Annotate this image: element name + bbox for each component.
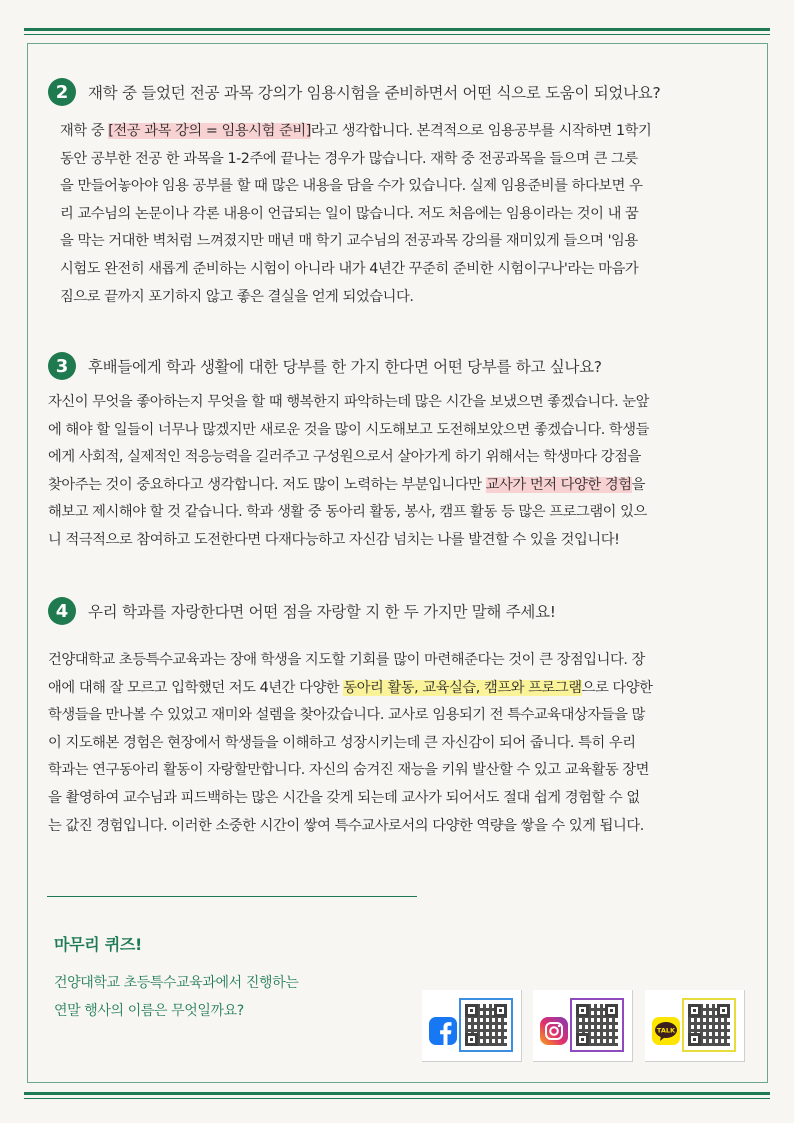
text-segment: 애에 대해 잘 모르고 입학했던 저도 4년간 다양한 — [48, 679, 344, 696]
paragraph-line — [60, 173, 651, 201]
paragraph-line — [60, 201, 651, 229]
question-number-badge: 2 — [48, 78, 76, 106]
paragraph-line — [60, 256, 651, 284]
top-rule-thin — [24, 34, 770, 35]
paragraph-line — [48, 499, 649, 527]
kakaotalk-qr-code — [682, 998, 736, 1052]
text-segment: 재학 중 — [60, 123, 109, 139]
answer-4-paragraph — [48, 647, 653, 840]
text-segment: 건양대학교 초등특수교육과는 장애 학생을 지도할 기회를 많이 마련해준다는 것이 큰 장점입니다. 장 — [48, 652, 645, 668]
text-segment: 에 해야 할 일들이 너무나 많겠지만 새로운 것을 많이 시도해보고 도전해보았으면 좋겠습니다. 학생들 — [48, 421, 650, 438]
question-2-heading — [48, 78, 660, 106]
question-3-heading — [48, 352, 602, 380]
text-segment: 는 값진 경험입니다. 이러한 소중한 시간이 쌓여 특수교사로서의 다양한 역량을 쌓을 수 있게 됩니다. — [48, 817, 644, 834]
text-segment: 찾아주는 것이 중요하다고 생각합니다. 저도 많이 노력하는 부분입니다만 — [48, 476, 486, 493]
paragraph-line — [48, 389, 649, 417]
paragraph-line — [48, 813, 653, 841]
text-segment: 을 막는 거대한 벽처럼 느껴졌지만 매년 매 학기 교수님의 전공과목 강의를 재미있게 들으며 '임용 — [60, 233, 638, 250]
paragraph-line — [48, 647, 653, 675]
highlighted-phrase: [전공 과목 강의 = 임용시험 준비] — [108, 123, 311, 139]
paragraph-line — [48, 444, 649, 472]
paragraph-line — [48, 702, 653, 730]
quiz-question-line-2: 연말 행사의 이름은 무엇일까요? — [54, 1003, 244, 1019]
instagram-qr-code — [570, 998, 624, 1052]
answer-2-paragraph — [60, 118, 651, 311]
facebook-qr-code — [459, 998, 513, 1052]
paragraph-line — [48, 785, 653, 813]
text-segment: 에게 사회적, 실제적인 적응능력을 길러주고 구성원으로서 살아가게 하기 위해서는 학생마다 강점을 — [48, 449, 641, 466]
instagram-icon — [539, 1016, 569, 1046]
highlighted-phrase: 동아리 활동, 교육실습, 캠프와 프로그램 — [343, 679, 582, 696]
bottom-rule-thin — [24, 1098, 770, 1099]
text-segment: 이 지도해본 경험은 현장에서 학생들을 이해하고 성장시키는데 큰 자신감이 되어 줍니다. 특히 우리 — [48, 734, 636, 751]
instagram-qr-card[interactable] — [533, 990, 633, 1062]
text-segment: 자신이 무엇을 좋아하는지 무엇을 할 때 행복한지 파악하는데 많은 시간을 보냈으면 좋겠습니다. 눈앞 — [48, 394, 650, 410]
text-segment: 동안 공부한 전공 한 과목을 1-2주에 끝나는 경우가 많습니다. 재학 중 전공과목을 들으며 큰 그릇 — [60, 150, 638, 167]
quiz-divider — [47, 896, 417, 897]
paragraph-line — [48, 757, 653, 785]
question-4-heading — [48, 597, 556, 625]
paragraph-line — [60, 228, 651, 256]
paragraph-line — [48, 417, 649, 445]
text-segment: 학생들을 만나볼 수 있었고 재미와 설렘을 찾아갔습니다. 교사로 임용되기 전 특수교육대상자들을 많 — [48, 707, 645, 724]
quiz-title: 마무리 퀴즈! — [54, 935, 143, 954]
text-segment: 짐으로 끝까지 포기하지 않고 좋은 결실을 얻게 되었습니다. — [60, 288, 414, 305]
facebook-qr-card[interactable] — [422, 990, 522, 1062]
text-segment: 해보고 제시해야 할 것 같습니다. 학과 생활 중 동아리 활동, 봉사, 캠프 활동 등 많은 프로그램이 있으 — [48, 504, 647, 521]
kakaotalk-qr-card[interactable] — [645, 990, 745, 1062]
question-text: 재학 중 들었던 전공 과목 강의가 임용시험을 준비하면서 어떤 식으로 도움이 되었나요? — [88, 84, 661, 102]
answer-3-paragraph — [48, 389, 649, 555]
paragraph-line — [48, 730, 653, 758]
facebook-icon — [428, 1016, 458, 1046]
quiz-question-line-1: 건양대학교 초등특수교육과에서 진행하는 — [54, 975, 299, 991]
paragraph-line — [60, 118, 651, 146]
kakaotalk-icon — [651, 1016, 681, 1046]
text-segment: 을 만들어놓아야 임용 공부를 할 때 많은 내용을 담을 수가 있습니다. 실제 임용준비를 하다보면 우 — [60, 178, 643, 195]
question-text: 우리 학과를 자랑한다면 어떤 점을 자랑할 지 한 두 가지만 말해 주세요! — [88, 603, 556, 621]
highlighted-phrase: 교사가 먼저 다양한 경험 — [485, 476, 632, 493]
text-segment: 리 교수님의 논문이나 각론 내용이 언급되는 일이 많습니다. 저도 처음에는 임용이라는 것이 내 꿈 — [60, 205, 639, 222]
bottom-rule-thick — [24, 1092, 770, 1095]
svg-text:TALK: TALK — [656, 1026, 676, 1035]
question-number-badge: 4 — [48, 597, 76, 625]
paragraph-line — [48, 675, 653, 703]
text-segment: 시험도 완전히 새롭게 준비하는 시험이 아니라 내가 4년간 꾸준히 준비한 시험이구나'라는 마음가 — [60, 260, 639, 277]
text-segment: 학과는 연구동아리 활동이 자랑할만합니다. 자신의 숨겨진 재능을 키워 발산할 수 있고 교육활동 장면 — [48, 762, 650, 779]
text-segment: 을 촬영하여 교수님과 피드백하는 많은 시간을 갖게 되는데 교사가 되어서도 절대 쉽게 경험할 수 없 — [48, 789, 640, 806]
text-segment: 으로 다양한 — [581, 679, 653, 696]
question-number-badge: 3 — [48, 352, 76, 380]
text-segment: 니 적극적으로 참여하고 도전한다면 다재다능하고 자신감 넘치는 나를 발견할 수 있을 것입니다! — [48, 531, 620, 548]
paragraph-line — [60, 284, 651, 312]
text-segment: 라고 생각합니다. 본격적으로 임용공부를 시작하면 1학기 — [310, 123, 652, 139]
question-text: 후배들에게 학과 생활에 대한 당부를 한 가지 한다면 어떤 당부를 하고 싶나요? — [88, 358, 602, 376]
paragraph-line — [48, 472, 649, 500]
paragraph-line — [48, 527, 649, 555]
paragraph-line — [60, 146, 651, 174]
text-segment: 을 — [631, 476, 645, 493]
top-rule-thick — [24, 28, 770, 31]
